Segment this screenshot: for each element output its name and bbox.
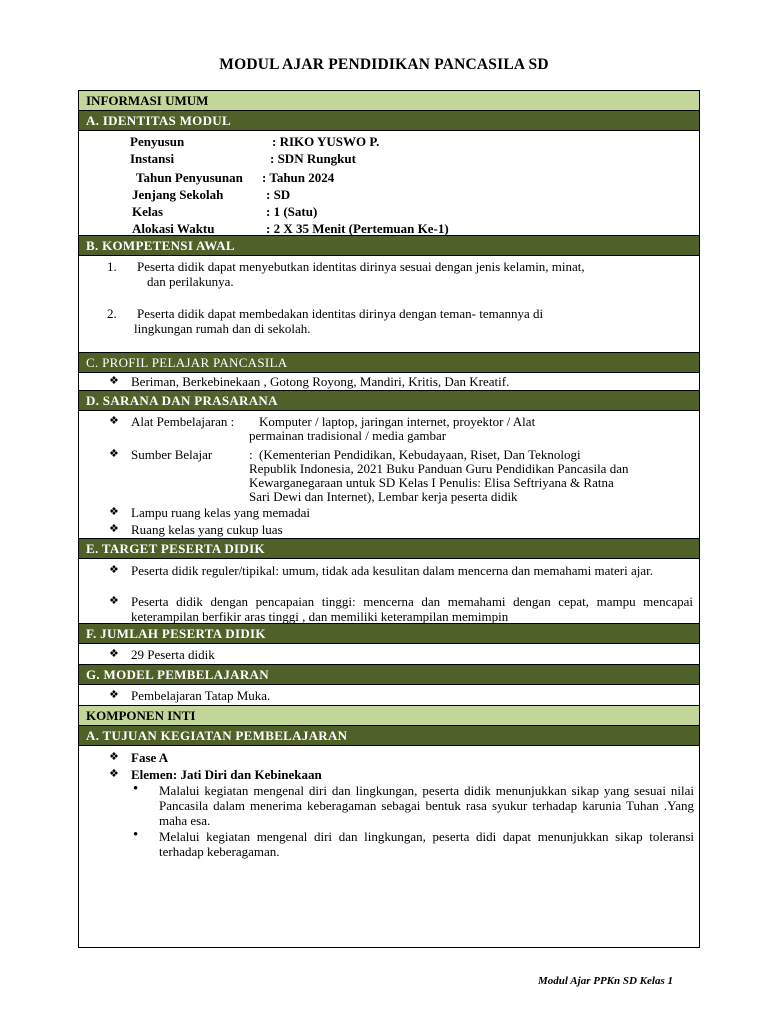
kompetensi-num-2: 2.: [107, 306, 117, 321]
header-profil-pelajar: C. PROFIL PELAJAR PANCASILA: [79, 353, 699, 373]
label-penyusun: Penyusun: [130, 134, 185, 149]
header-komponen-inti: KOMPONEN INTI: [79, 706, 699, 726]
profil-text: Beriman, Berkebinekaan , Gotong Royong, Mandiri, Kritis, Dan Kreatif.: [131, 374, 510, 389]
value-kelas: : 1 (Satu): [266, 204, 318, 219]
jumlah-text: 29 Peserta didik: [131, 647, 215, 662]
profil-section: [79, 373, 699, 391]
value-instansi: : SDN Rungkut: [270, 151, 356, 166]
diamond-bullet-icon: ❖: [109, 506, 119, 518]
module-table: [78, 90, 700, 948]
sumber-line3: Kewarganegaraan untuk SD Kelas I Penulis: Elisa Seftriyana & Ratna: [249, 475, 614, 490]
diamond-bullet-icon: ❖: [109, 415, 119, 427]
header-identitas-modul: A. IDENTITAS MODUL: [79, 111, 699, 131]
elemen-text: Elemen: Jati Diri dan Kebinekaan: [131, 767, 322, 782]
label-alokasi: Alokasi Waktu: [132, 221, 215, 236]
diamond-bullet-icon: ❖: [109, 523, 119, 535]
model-text: Pembelajaran Tatap Muka.: [131, 688, 271, 703]
sumber-label: Sumber Belajar: [131, 447, 213, 462]
header-informasi-umum: INFORMASI UMUM: [79, 91, 699, 111]
sumber-line1: (Kementerian Pendidikan, Kebudayaan, Riset, Dan Teknologi: [259, 447, 581, 462]
diamond-bullet-icon: ❖: [109, 564, 119, 576]
value-jenjang: : SD: [266, 187, 291, 202]
header-tujuan-kegiatan: A. TUJUAN KEGIATAN PEMBELAJARAN: [79, 726, 699, 746]
sumber-colon: :: [249, 447, 253, 462]
dot-bullet-icon: •: [133, 827, 139, 843]
target-item-1: Peserta didik reguler/tipikal: umum, tidak ada kesulitan dalam mencerna dan memahami materi ajar.: [131, 563, 653, 578]
diamond-bullet-icon: ❖: [109, 751, 119, 763]
sarana-section: [79, 411, 699, 539]
header-kompetensi-awal: B. KOMPETENSI AWAL: [79, 236, 699, 256]
target-section: [79, 559, 699, 624]
tujuan-point-1: Malalui kegiatan mengenal diri dan lingkungan, peserta didik menunjukkan sikap yang sesuai nilai Pancasila dalam menerima keberagaman sebagai bentuk rasa syukur terhadap karunia Tuhan .Yang maha esa.: [159, 783, 694, 828]
fase-text: Fase A: [131, 750, 169, 765]
label-tahun: Tahun Penyusunan: [136, 170, 243, 185]
label-jenjang: Jenjang Sekolah: [132, 187, 224, 202]
jumlah-section: [79, 644, 699, 665]
sumber-line2: Republik Indonesia, 2021 Buku Panduan Guru Pendidikan Pancasila dan: [249, 461, 629, 476]
lampu-text: Lampu ruang kelas yang memadai: [131, 505, 311, 520]
header-model-pembelajaran: G. MODEL PEMBELAJARAN: [79, 665, 699, 685]
tujuan-point-2: Melalui kegiatan mengenal diri dan lingkungan, peserta didi dapat menunjukkan sikap toleransi terhadap keberagaman.: [159, 829, 694, 859]
label-kelas: Kelas: [132, 204, 164, 219]
kompetensi-1-line2: dan perilakunya.: [147, 274, 234, 289]
value-penyusun: : RIKO YUSWO P.: [272, 134, 380, 149]
sumber-line4: Sari Dewi dan Internet), Lembar kerja peserta didik: [249, 489, 518, 504]
kompetensi-2-line2: lingkungan rumah dan di sekolah.: [134, 321, 311, 336]
identitas-section: [79, 131, 699, 236]
ruang-text: Ruang kelas yang cukup luas: [131, 522, 283, 537]
diamond-bullet-icon: ❖: [109, 648, 119, 660]
kompetensi-2-line1: Peserta didik dapat membedakan identitas dirinya dengan teman- temannya di: [137, 306, 544, 321]
header-sarana-prasarana: D. SARANA DAN PRASARANA: [79, 391, 699, 411]
alat-line1: Komputer / laptop, jaringan internet, proyektor / Alat: [259, 414, 536, 429]
document-title: MODUL AJAR PENDIDIKAN PANCASILA SD: [219, 56, 549, 73]
kompetensi-1-line1: Peserta didik dapat menyebutkan identitas dirinya sesuai dengan jenis kelamin, minat,: [137, 259, 585, 274]
alat-label: Alat Pembelajaran :: [131, 414, 235, 429]
alat-line2: permainan tradisional / media gambar: [249, 428, 447, 443]
target-item-2: Peserta didik dengan pencapaian tinggi: mencerna dan memahami dengan cepat, mampu mencapai keterampilan berfikir aras tinggi , dan memiliki keterampilan memimpin: [131, 594, 693, 624]
value-tahun: : Tahun 2024: [262, 170, 335, 185]
kompetensi-num-1: 1.: [107, 259, 117, 274]
diamond-bullet-icon: ❖: [109, 768, 119, 780]
diamond-bullet-icon: ❖: [109, 448, 119, 460]
diamond-bullet-icon: ❖: [109, 689, 119, 701]
kompetensi-section: [79, 256, 699, 353]
value-alokasi: : 2 X 35 Menit (Pertemuan Ke-1): [266, 221, 449, 236]
dot-bullet-icon: •: [133, 781, 139, 797]
header-jumlah-peserta: F. JUMLAH PESERTA DIDIK: [79, 624, 699, 644]
model-section: [79, 685, 699, 706]
header-target-peserta: E. TARGET PESERTA DIDIK: [79, 539, 699, 559]
diamond-bullet-icon: ❖: [109, 595, 119, 607]
label-instansi: Instansi: [130, 151, 175, 166]
tujuan-section: [79, 746, 699, 947]
page-footer: Modul Ajar PPKn SD Kelas 1: [538, 975, 673, 987]
diamond-bullet-icon: ❖: [109, 375, 119, 387]
